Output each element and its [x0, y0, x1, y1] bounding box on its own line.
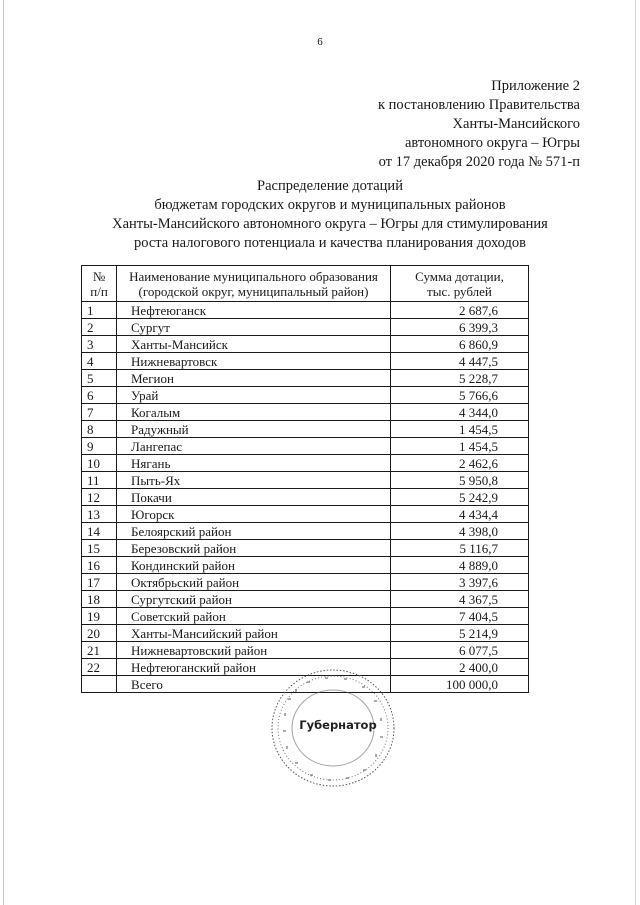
cell-sum: 4 447,5	[390, 353, 528, 370]
cell-sum: 1 454,5	[390, 421, 528, 438]
total-cell-name: Всего	[117, 676, 391, 693]
cell-sum: 5 766,6	[390, 387, 528, 404]
cell-sum: 5 950,8	[390, 472, 528, 489]
cell-num: 7	[82, 404, 117, 421]
cell-name: Нягань	[117, 455, 391, 472]
table-row	[82, 421, 529, 438]
header-name	[117, 266, 391, 302]
cell-name: Покачи	[117, 489, 391, 506]
cell-sum: 4 344,0	[390, 404, 528, 421]
appendix-line: к постановлению Правительства	[378, 97, 580, 113]
cell-name: Нижневартовский район	[117, 642, 391, 659]
table-row	[82, 540, 529, 557]
table-row	[82, 642, 529, 659]
cell-sum: 4 367,5	[390, 591, 528, 608]
cell-name: Нижневартовск	[117, 353, 391, 370]
cell-sum: 6 077,5	[390, 642, 528, 659]
cell-num: 4	[82, 353, 117, 370]
cell-sum: 4 889,0	[390, 557, 528, 574]
cell-sum: 5 214,9	[390, 625, 528, 642]
cell-sum: 5 228,7	[390, 370, 528, 387]
cell-sum: 3 397,6	[390, 574, 528, 591]
cell-sum: 4 398,0	[390, 523, 528, 540]
cell-num: 16	[82, 557, 117, 574]
cell-num: 18	[82, 591, 117, 608]
cell-num: 9	[82, 438, 117, 455]
table-row	[82, 387, 529, 404]
cell-name: Лангепас	[117, 438, 391, 455]
cell-sum: 4 434,4	[390, 506, 528, 523]
page-number: 6	[317, 36, 323, 48]
cell-name: Когалым	[117, 404, 391, 421]
cell-name: Мегион	[117, 370, 391, 387]
cell-num: 5	[82, 370, 117, 387]
header-sum-line: тыс. рублей	[427, 283, 492, 299]
title-line: бюджетам городских округов и муниципальных районов	[154, 197, 506, 213]
cell-name: Сургут	[117, 319, 391, 336]
cell-num: 22	[82, 659, 117, 676]
cell-sum: 5 242,9	[390, 489, 528, 506]
cell-name: Нефтеюганск	[117, 302, 391, 319]
cell-name: Урай	[117, 387, 391, 404]
cell-name: Ханты-Мансийск	[117, 336, 391, 353]
cell-name: Советский район	[117, 608, 391, 625]
grants-table	[81, 265, 529, 693]
table-row	[82, 472, 529, 489]
appendix-line: автономного округа – Югры	[404, 135, 580, 151]
cell-sum: 6 399,3	[390, 319, 528, 336]
cell-sum: 2 400,0	[390, 659, 528, 676]
cell-num: 3	[82, 336, 117, 353]
header-name-line: Наименование муниципального образования	[129, 268, 378, 284]
header-num-line: №	[92, 268, 106, 284]
cell-sum: 5 116,7	[390, 540, 528, 557]
table-row	[82, 336, 529, 353]
cell-name: Сургутский район	[117, 591, 391, 608]
cell-sum: 2 462,6	[390, 455, 528, 472]
table-row	[82, 319, 529, 336]
header-num	[82, 266, 117, 302]
header-sum-line: Сумма дотации,	[415, 268, 504, 284]
title-line: Ханты-Мансийского автономного округа – Югры для стимулирования	[112, 216, 548, 232]
page-edge-right	[635, 0, 636, 905]
cell-num: 1	[82, 302, 117, 319]
page-edge-left	[3, 0, 4, 905]
cell-num: 13	[82, 506, 117, 523]
table-row	[82, 608, 529, 625]
cell-sum: 6 860,9	[390, 336, 528, 353]
table-row	[82, 591, 529, 608]
table-row	[82, 489, 529, 506]
appendix-line: от 17 декабря 2020 года № 571-п	[378, 154, 580, 170]
cell-num: 14	[82, 523, 117, 540]
cell-name: Пыть-Ях	[117, 472, 391, 489]
stamp-label: Губернатор	[299, 718, 377, 732]
cell-num: 6	[82, 387, 117, 404]
cell-name: Нефтеюганский район	[117, 659, 391, 676]
table-row	[82, 353, 529, 370]
cell-num: 21	[82, 642, 117, 659]
cell-num: 20	[82, 625, 117, 642]
cell-num: 12	[82, 489, 117, 506]
cell-num: 8	[82, 421, 117, 438]
header-num-line: п/п	[90, 283, 108, 299]
table-row	[82, 302, 529, 319]
cell-name: Радужный	[117, 421, 391, 438]
table-row	[82, 557, 529, 574]
cell-num: 15	[82, 540, 117, 557]
cell-name: Кондинский район	[117, 557, 391, 574]
cell-sum: 1 454,5	[390, 438, 528, 455]
cell-name: Югорск	[117, 506, 391, 523]
document-title	[60, 177, 600, 253]
cell-num: 2	[82, 319, 117, 336]
cell-name: Октябрьский район	[117, 574, 391, 591]
table-row	[82, 506, 529, 523]
cell-name: Ханты-Мансийский район	[117, 625, 391, 642]
table-row	[82, 438, 529, 455]
cell-num: 19	[82, 608, 117, 625]
appendix-line: Приложение 2	[491, 78, 580, 94]
header-name-line: (городской округ, муниципальный район)	[138, 283, 369, 299]
title-line: Распределение дотаций	[257, 178, 403, 194]
appendix-line: Ханты-Мансийского	[452, 116, 580, 132]
table-row	[82, 404, 529, 421]
total-cell-num	[82, 676, 117, 693]
cell-num: 17	[82, 574, 117, 591]
table-row	[82, 523, 529, 540]
cell-name: Березовский район	[117, 540, 391, 557]
table-row	[82, 574, 529, 591]
table-row	[82, 455, 529, 472]
cell-num: 11	[82, 472, 117, 489]
table-row	[82, 370, 529, 387]
cell-sum: 2 687,6	[390, 302, 528, 319]
appendix-reference	[280, 77, 580, 172]
cell-sum: 7 404,5	[390, 608, 528, 625]
table-row	[82, 625, 529, 642]
cell-name: Белоярский район	[117, 523, 391, 540]
title-line: роста налогового потенциала и качества планирования доходов	[134, 235, 526, 251]
table-body	[82, 302, 529, 693]
header-sum	[390, 266, 528, 302]
cell-num: 10	[82, 455, 117, 472]
total-cell-sum: 100 000,0	[390, 676, 528, 693]
table-header-row	[82, 266, 529, 302]
